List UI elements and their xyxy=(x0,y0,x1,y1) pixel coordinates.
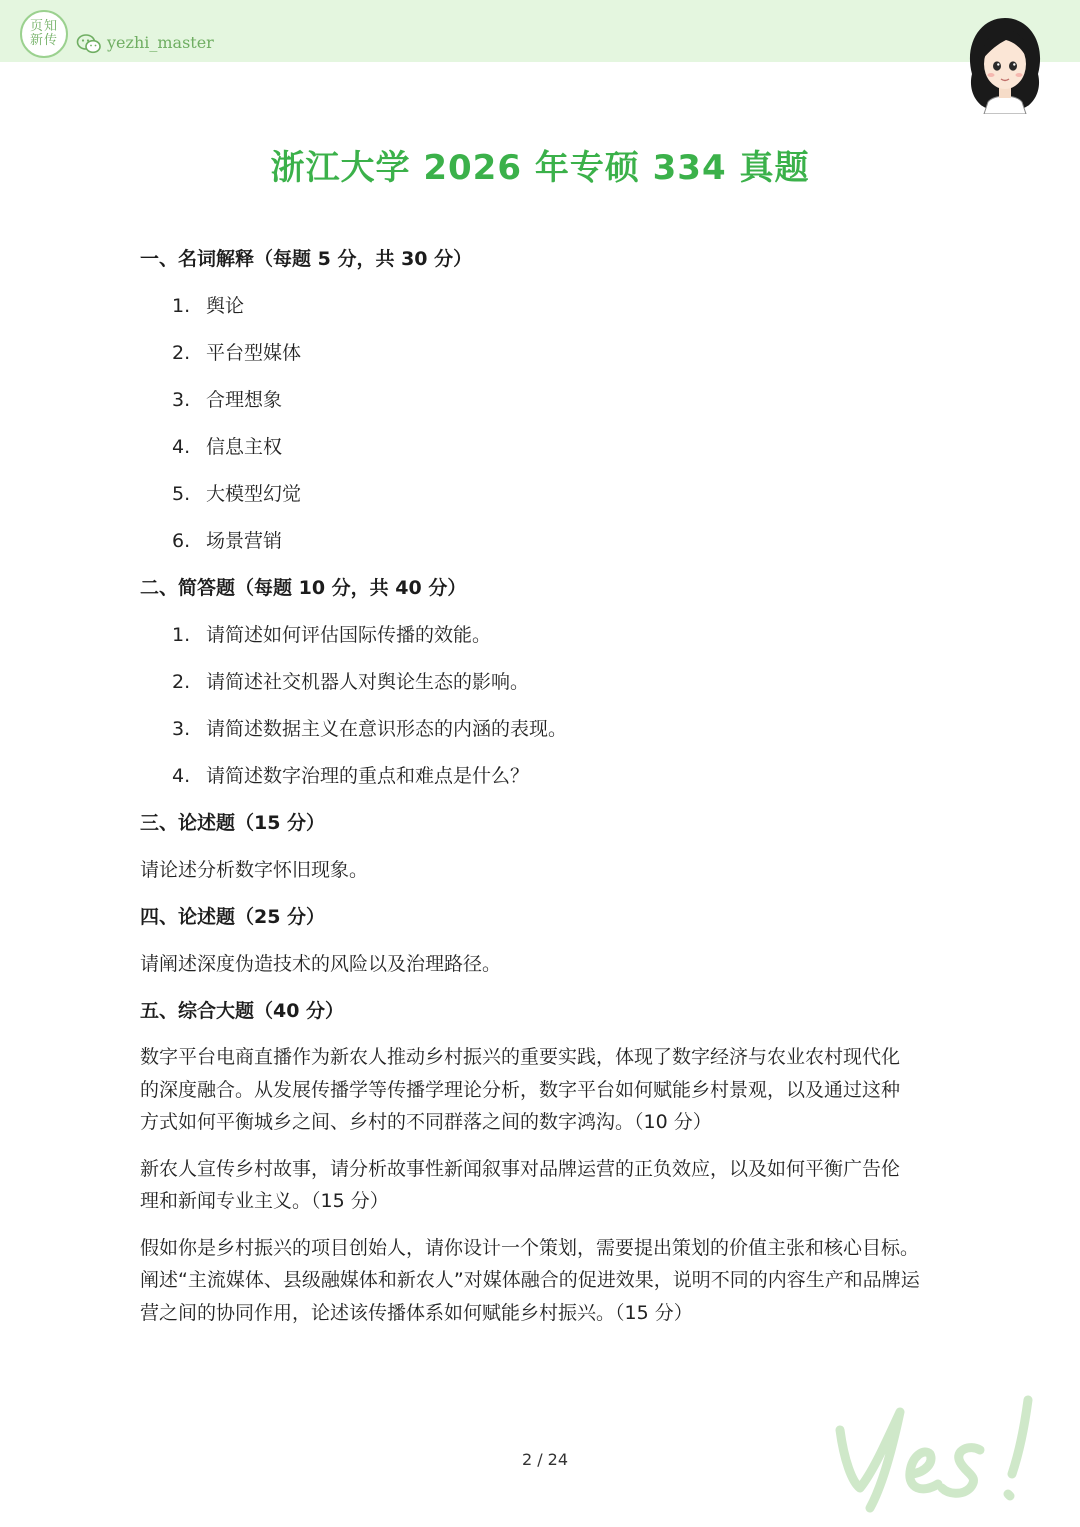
item-text: 合理想象 xyxy=(206,389,283,411)
item-text: 请简述数据主义在意识形态的内涵的表现。 xyxy=(206,718,568,740)
list-item xyxy=(140,712,945,759)
list-item xyxy=(140,665,945,712)
item-number: 3. xyxy=(172,718,191,740)
section-heading: 三、论述题（15 分） xyxy=(140,812,326,834)
item-number: 5. xyxy=(172,483,191,505)
paragraph-line: 数字平台电商直播作为新农人推动乡村振兴的重要实践，体现了数字经济与农业农村现代化 xyxy=(140,1046,901,1068)
paragraph-line: 新农人宣传乡村故事，请分析故事性新闻叙事对品牌运营的正负效应，以及如何平衡广告伦 xyxy=(140,1157,901,1180)
avatar-illustration xyxy=(958,14,1052,118)
section-heading: 一、名词解释（每题 5 分，共 30 分） xyxy=(140,248,473,270)
paragraph-line: 假如你是乡村振兴的项目创始人，请你设计一个策划，需要提出策划的价值主张和核心目标。 xyxy=(140,1236,920,1259)
section-heading: 五、综合大题（40 分） xyxy=(140,1000,345,1022)
paragraph-line: 营之间的协同作用，论述该传播体系如何赋能乡村振兴。（15 分） xyxy=(140,1301,693,1324)
wechat-handle: yezhi_master xyxy=(107,33,214,52)
list-item xyxy=(140,524,945,571)
paragraph-line: 理和新闻专业主义。（15 分） xyxy=(140,1190,389,1212)
section-heading: 四、论述题（25 分） xyxy=(140,906,326,928)
item-number: 1. xyxy=(172,624,191,646)
logo-text-bottom: 新传 xyxy=(29,33,58,48)
wechat-icon xyxy=(76,33,102,59)
item-number: 6. xyxy=(172,530,191,552)
paragraph-line: 方式如何平衡城乡之间、乡村的不同群落之间的数字鸿沟。（10 分） xyxy=(140,1111,712,1133)
question-paragraph xyxy=(140,1232,945,1330)
yes-watermark-logo xyxy=(830,1390,1050,1519)
list-item xyxy=(140,383,945,430)
paragraph-line: 的深度融合。从发展传播学等传播学理论分析，数字平台如何赋能乡村景观，以及通过这种 xyxy=(140,1078,901,1101)
document-title: 浙江大学 2026 年专硕 334 真题 xyxy=(270,148,810,188)
list-item xyxy=(140,477,945,524)
list-item xyxy=(140,759,945,806)
item-text: 请简述如何评估国际传播的效能。 xyxy=(206,624,492,646)
document-body xyxy=(140,242,945,1343)
question-paragraph: 请论述分析数字怀旧现象。 xyxy=(140,859,369,881)
item-number: 4. xyxy=(172,765,191,787)
page-number: 2 / 24 xyxy=(521,1450,569,1469)
list-item xyxy=(140,289,945,336)
item-number: 1. xyxy=(172,295,191,317)
logo-text-top: 页知 xyxy=(29,19,58,35)
list-item xyxy=(140,430,945,477)
item-text: 大模型幻觉 xyxy=(206,483,302,505)
item-text: 平台型媒体 xyxy=(206,342,302,364)
section-heading: 二、简答题（每题 10 分，共 40 分） xyxy=(140,577,467,599)
item-text: 请简述数字治理的重点和难点是什么？ xyxy=(206,765,530,787)
item-text: 舆论 xyxy=(206,295,245,317)
item-number: 4. xyxy=(172,436,191,458)
header-band xyxy=(0,0,1080,62)
item-text: 场景营销 xyxy=(206,530,283,552)
item-number: 2. xyxy=(172,342,191,364)
list-item xyxy=(140,336,945,383)
item-text: 请简述社交机器人对舆论生态的影响。 xyxy=(206,671,530,693)
question-paragraph: 请阐述深度伪造技术的风险以及治理路径。 xyxy=(140,953,502,975)
paragraph-line: 阐述“主流媒体、县级融媒体和新农人”对媒体融合的促进效果，说明不同的内容生产和品牌运 xyxy=(140,1269,920,1291)
question-paragraph xyxy=(140,1153,945,1218)
question-paragraph xyxy=(140,1041,945,1139)
list-item xyxy=(140,618,945,665)
item-number: 2. xyxy=(172,671,191,693)
item-number: 3. xyxy=(172,389,191,411)
item-text: 信息主权 xyxy=(206,436,283,458)
logo-badge xyxy=(20,10,68,58)
